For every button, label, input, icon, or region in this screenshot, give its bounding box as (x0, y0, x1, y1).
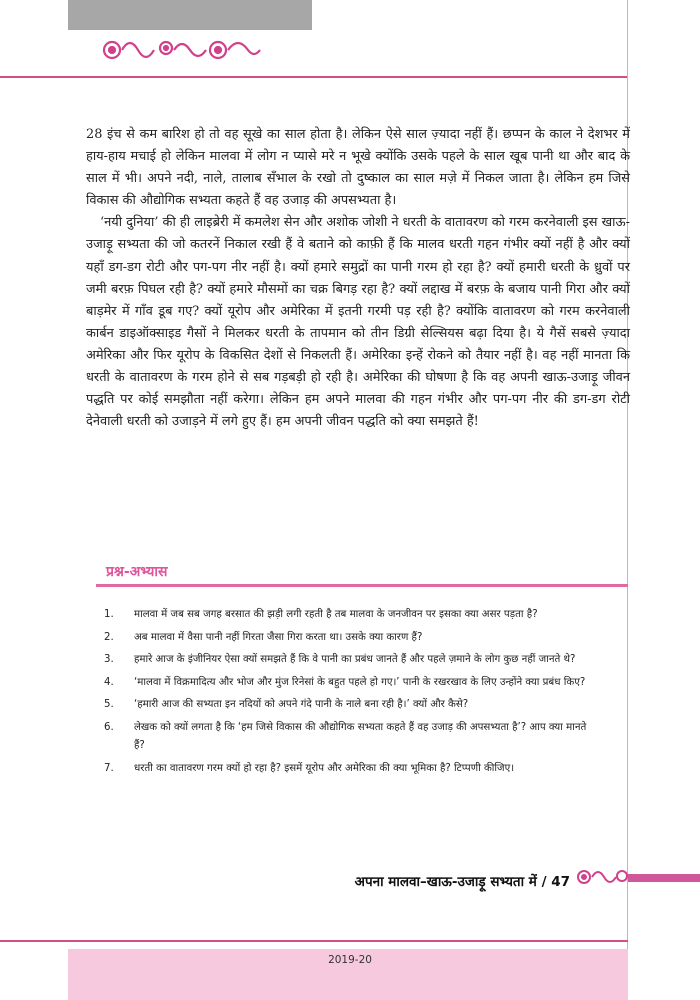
question-text: धरती का वातावरण गरम क्यों हो रहा है? इसमें यूरोप और अमेरिका की क्या भूमिका है? टिप्पणी कीजिए। (134, 762, 515, 774)
question-number: 5. (104, 699, 114, 710)
question-text: ‘हमारी आज की सभ्यता इन नदियों को अपने गंदे पानी के नाले बना रही है।’ क्यों और कैसे? (134, 699, 469, 710)
question-text: मालवा में जब सब जगह बरसात की झड़ी लगी रहती है तब मालवा के जनजीवन पर इसका क्या असर पड़ता है? (134, 609, 538, 620)
question-text: ‘मालवा में विक्रमादित्य और भोज और मुंज रिनेसां के बहुत पहले हो गए।’ पानी के रखरखाव के लिए उन्होंने क्या प्रबंध किए? (134, 676, 586, 688)
question-number: 2. (104, 631, 114, 643)
paragraph-1: 28 इंच से कम बारिश हो तो वह सूखे का साल होता है। लेकिन ऐसे साल ज़्यादा नहीं हैं। छप्पन के काल ने देशभर में हाय-हाय मचाई हो लेकिन मालवा में लोग न प्यासे मरे न भूखे क्योंकि उसके पहले के साल खूब पानी था और बाद के साल में भी। अपने नदी, नाले, तालाब सँभाल के रखो तो दुष्काल का साल मज़े में निकल जाता है। लेकिन हम जिसे विकास की औद्योगिक सभ्यता कहते हैं वह उजाड़ की अपसभ्यता है। (86, 127, 630, 209)
question-number: 4. (104, 676, 114, 688)
question-number: 7. (104, 762, 114, 774)
question-item (104, 696, 592, 715)
question-item (104, 606, 592, 625)
question-item (104, 674, 592, 693)
header-gray-block (68, 0, 312, 30)
question-number: 6. (104, 721, 114, 733)
question-number: 3. (104, 654, 114, 665)
question-item (104, 629, 592, 648)
running-title: अपना मालवा–खाऊ-उजाड़ू सभ्यता में / 47 (354, 874, 570, 890)
question-text: हमारे आज के इंजीनियर ऐसा क्यों समझते हैं कि वे पानी का प्रबंध जानते हैं और पहले ज़माने के लोग कुछ नहीं जानते थे? (134, 654, 576, 665)
exercise-heading: प्रश्न-अभ्यास (106, 564, 168, 580)
body-text (86, 124, 630, 433)
footer-rule (0, 940, 628, 942)
question-item (104, 760, 592, 779)
question-text: अब मालवा में वैसा पानी नहीं गिरता जैसा गिरा करता था। उसके क्या कारण हैं? (134, 631, 423, 643)
paragraph-2: ‘नयी दुनिया’ की ही लाइब्रेरी में कमलेश सेन और अशोक जोशी ने धरती के वातावरण को गरम करनेवाली इस खाऊ-उजाड़ू सभ्यता की जो कतरनें निकाल रखी हैं वे बताने को काफ़ी हैं कि मालव धरती गहन गंभीर क्यों नहीं है और क्यों यहाँ डग-डग रोटी और पग-पग नीर नहीं है। क्यों हमारे समुद्रों का पानी गरम हो रहा है? क्यों हमारी धरती के ध्रुवों पर जमी बरफ़ पिघल रही है? क्यों हमारे मौसमों का चक्र बिगड़ रहा है? क्यों लद्दाख में बरफ़ के बजाय पानी गिरा और क्यों बाड़मेर में गाँव डूब गए? क्यों यूरोप और अमेरिका में इतनी गरमी पड़ रही है? क्योंकि वातावरण को गरम करनेवाली कार्बन डाइऑक्साइड गैसों ने मिलकर धरती के तापमान को तीन डिग्री सेल्सियस बढ़ा दिया है। ये गैसें सबसे ज़्यादा अमेरिका और फिर यूरोप के विकसित देशों से निकलती हैं। अमेरिका इन्हें रोकने को तैयार नहीं है। वह नहीं मानता कि धरती के वातावरण के गरम होने से सब गड़बड़ी हो रही है। अमेरिका की घोषणा है कि वह अपनी खाऊ-उजाड़ू जीवन पद्धति पर कोई समझौता नहीं करेगा। लेकिन हम अपने मालवा की गहन गंभीर और पग-पग नीर की डग-डग रोटी देनेवाली धरती को उजाड़ने में लगे हुए हैं। हम अपनी जीवन पद्धति को क्या समझते हैं! (86, 215, 630, 430)
year-label: 2019-20 (328, 954, 372, 966)
footer-tab (628, 874, 700, 882)
footer-ornament-icon (572, 864, 632, 890)
question-text: लेखक को क्यों लगता है कि ‘हम जिसे विकास की औद्योगिक सभ्यता कहते हैं वह उजाड़ की अपसभ्यता है’? आप क्या मानते हैं? (134, 721, 587, 751)
header-rule (0, 76, 628, 78)
question-item (104, 651, 592, 670)
exercise-heading-underline (96, 584, 628, 587)
question-list (104, 606, 592, 782)
question-number: 1. (104, 609, 114, 620)
question-item (104, 719, 592, 756)
header-ornament-icon (92, 30, 262, 70)
